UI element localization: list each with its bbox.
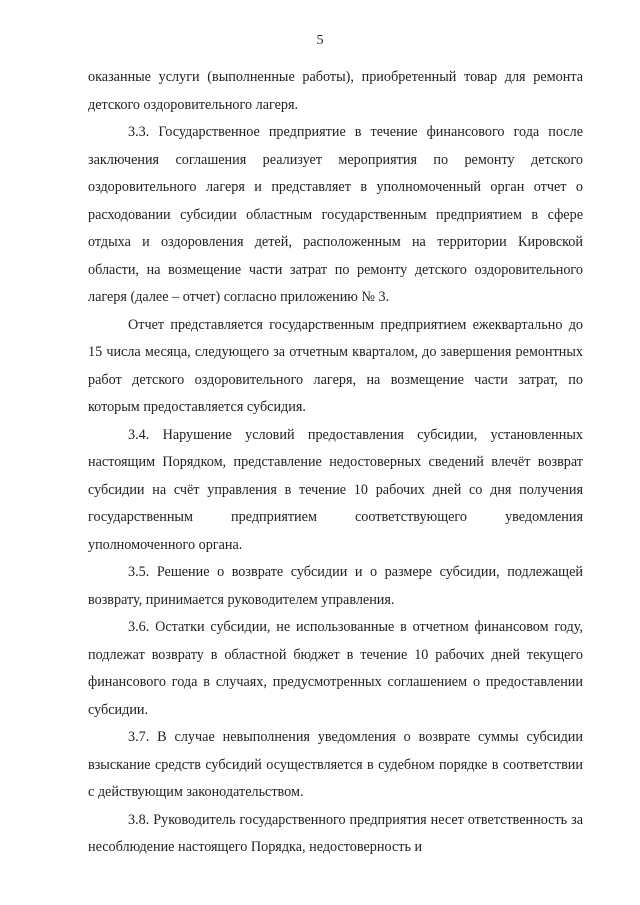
document-body — [88, 64, 583, 862]
paragraph-continuation: оказанные услуги (выполненные работы), приобретенный товар для ремонта детского оздоровительного лагеря. — [88, 69, 583, 113]
paragraph-3-6: 3.6. Остатки субсидии, не использованные в отчетном финансовом году, подлежат возврату в областной бюджет в течение 10 рабочих дней текущего финансового года в случаях, предусмотренных соглашением о предоставлении субсидии. — [88, 619, 583, 718]
page-number: 5 — [316, 33, 324, 48]
paragraph-3-3: 3.3. Государственное предприятие в течение финансового года после заключения соглашения реализует мероприятия по ремонту детского оздоровительного лагеря и представляет в уполномоченный орган отчет о расходовании субсидии областным государственным предприятием в сфере отдыха и оздоровления детей, расположенным на территории Кировской области, на возмещение части затрат по ремонту детского оздоровительного лагеря (далее – отчет) согласно приложению № 3. — [88, 124, 583, 305]
paragraph-3-5: 3.5. Решение о возврате субсидии и о размере субсидии, подлежащей возврату, принимается руководителем управления. — [88, 564, 583, 608]
paragraph-3-8: 3.8. Руководитель государственного предприятия несет ответственность за несоблюдение настоящего Порядка, недостоверность и — [88, 811, 583, 855]
paragraph-3-7: 3.7. В случае невыполнения уведомления о возврате суммы субсидии взыскание средств субсидий осуществляется в судебном порядке в соответствии с действующим законодательством. — [88, 729, 583, 800]
paragraph-report-schedule: Отчет представляется государственным предприятием ежеквартально до 15 числа месяца, следующего за отчетным кварталом, до завершения ремонтных работ детского оздоровительного лагеря, на возмещение части затрат, по которым предоставляется субсидия. — [88, 316, 583, 415]
paragraph-3-4: 3.4. Нарушение условий предоставления субсидии, установленных настоящим Порядком, представление недостоверных сведений влечёт возврат субсидии на счёт управления в течение 10 рабочих дней со дня получения государственным предприятием соответствующего уведомления уполномоченного органа. — [88, 426, 583, 553]
